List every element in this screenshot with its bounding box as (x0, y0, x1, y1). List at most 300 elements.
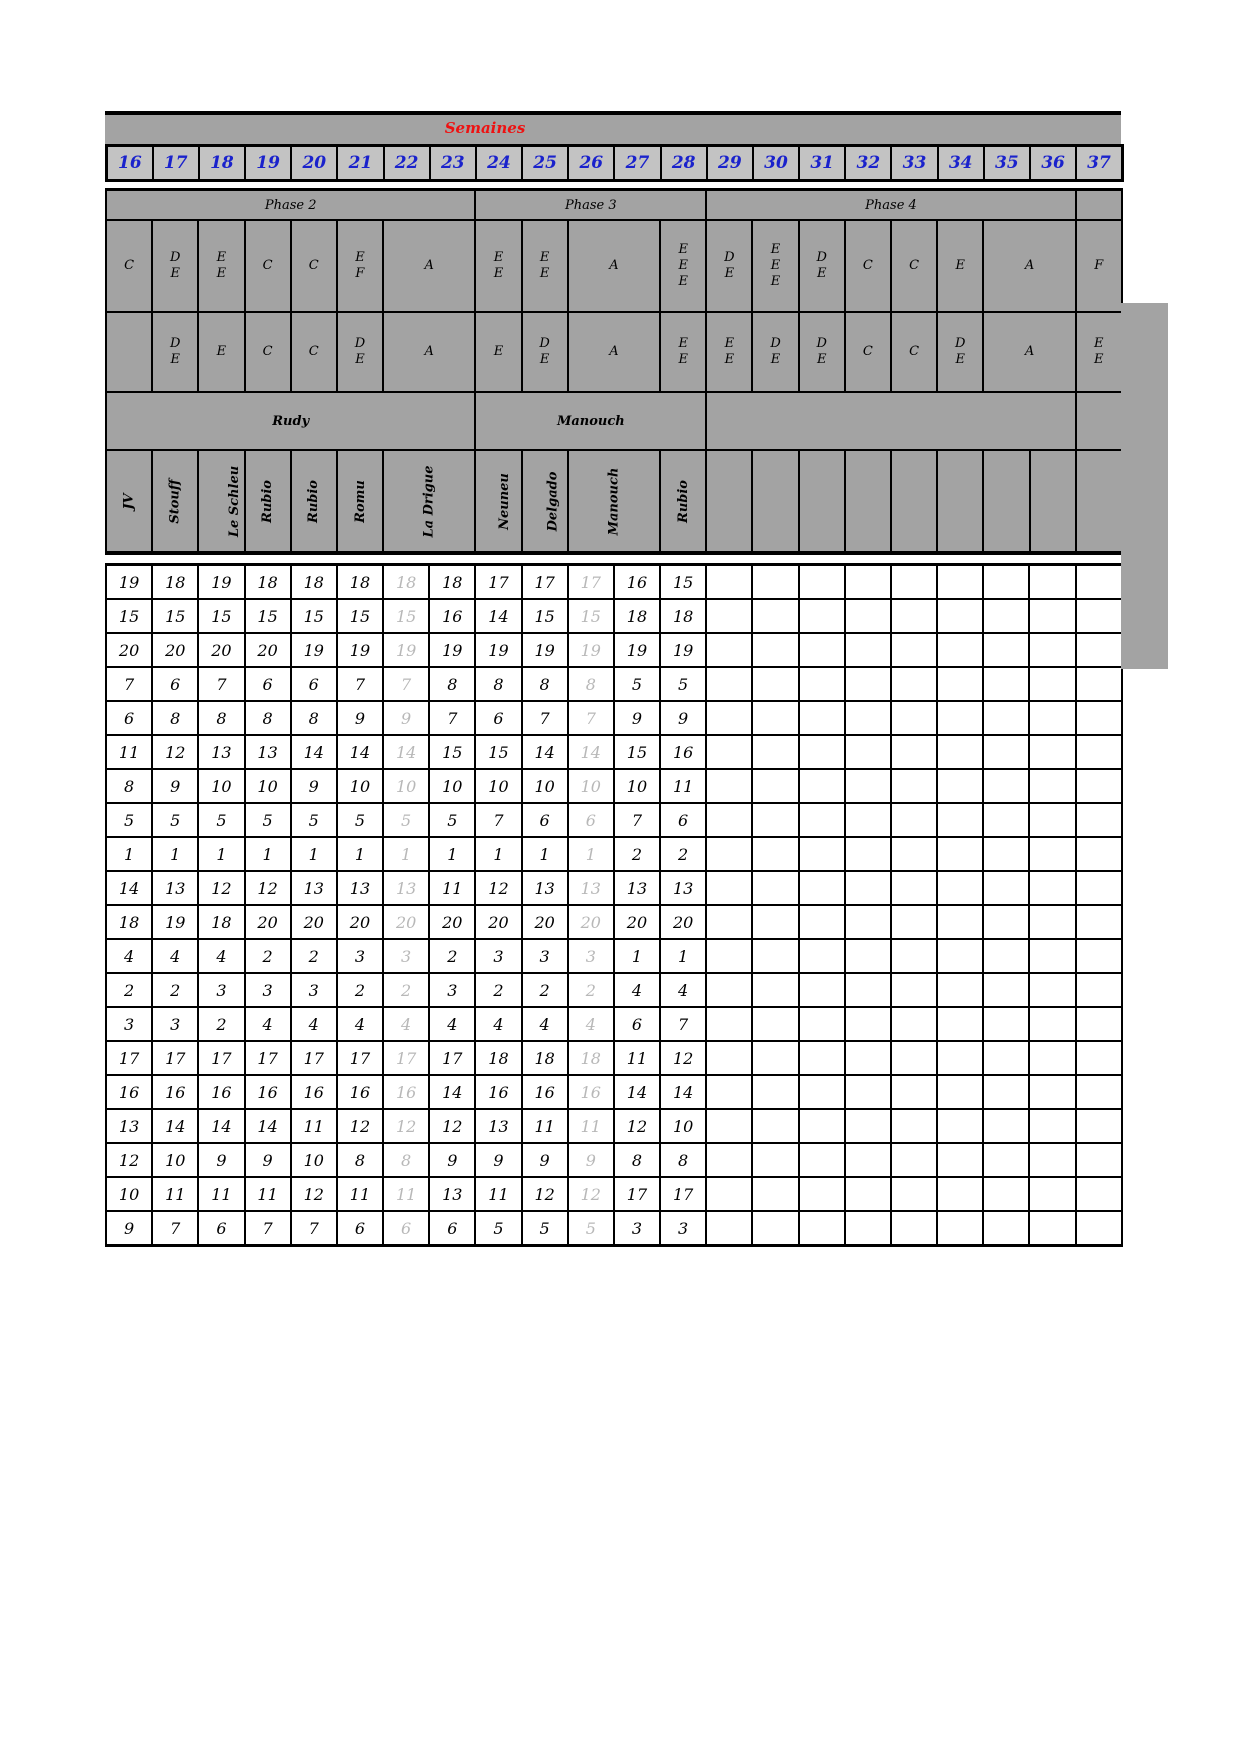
rank-cell (891, 633, 937, 667)
code-cell (1076, 312, 1122, 392)
code-cell (660, 220, 706, 312)
rank-cell (983, 871, 1029, 905)
rank-cell (937, 837, 983, 871)
rank-cell (799, 701, 845, 735)
rank-cell (799, 735, 845, 769)
rank-cell (706, 871, 752, 905)
rank-cell: 13 (522, 871, 568, 905)
rank-cell: 10 (568, 769, 614, 803)
rank-cell: 11 (291, 1109, 337, 1143)
code-cell (891, 220, 937, 312)
rank-cell (706, 1075, 752, 1109)
rank-cell: 10 (291, 1143, 337, 1177)
rank-cell: 17 (614, 1177, 660, 1211)
phase-cell: Phase 3 (475, 190, 706, 221)
rank-cell: 9 (383, 701, 429, 735)
player-cell (752, 450, 798, 553)
week-cell: 33 (891, 146, 937, 181)
rank-cell: 18 (291, 565, 337, 600)
rank-cell (937, 599, 983, 633)
rank-cell: 14 (152, 1109, 198, 1143)
rank-cell: 11 (245, 1177, 291, 1211)
week-cell: 19 (245, 146, 291, 181)
rank-row (106, 599, 1122, 633)
player-cell (983, 450, 1029, 553)
rank-cell: 18 (337, 565, 383, 600)
rank-cell: 10 (614, 769, 660, 803)
rank-cell (706, 1007, 752, 1041)
rank-cell: 10 (106, 1177, 152, 1211)
rank-cell: 18 (429, 565, 475, 600)
rank-cell: 14 (383, 735, 429, 769)
rank-cell: 18 (475, 1041, 521, 1075)
rank-cell (983, 565, 1029, 600)
rank-cell: 7 (245, 1211, 291, 1246)
rank-cell (891, 1211, 937, 1246)
rank-cell: 4 (429, 1007, 475, 1041)
week-cell: 17 (153, 146, 199, 181)
rank-cell: 19 (106, 565, 152, 600)
rank-cell: 5 (475, 1211, 521, 1246)
rank-cell: 7 (291, 1211, 337, 1246)
rank-cell: 16 (522, 1075, 568, 1109)
player-cell (383, 450, 475, 553)
rank-cell: 6 (429, 1211, 475, 1246)
rank-cell (983, 837, 1029, 871)
rank-cell: 16 (660, 735, 706, 769)
ranking-sheet (105, 111, 1121, 1247)
rank-cell: 15 (291, 599, 337, 633)
code-text: D E (354, 336, 366, 367)
rank-cell (845, 633, 891, 667)
rank-cell: 14 (106, 871, 152, 905)
rank-cell (706, 1143, 752, 1177)
player-cell (891, 450, 937, 553)
rank-cell: 1 (475, 837, 521, 871)
rank-cell (845, 735, 891, 769)
rank-cell (752, 701, 798, 735)
rank-cell: 6 (383, 1211, 429, 1246)
rank-cell: 20 (337, 905, 383, 939)
rank-cell (706, 905, 752, 939)
rank-cell (706, 1041, 752, 1075)
rank-cell: 8 (614, 1143, 660, 1177)
rank-cell: 5 (152, 803, 198, 837)
rank-cell (937, 973, 983, 1007)
rank-cell (1076, 1109, 1122, 1143)
week-cell: 29 (707, 146, 753, 181)
rank-cell (845, 1109, 891, 1143)
player-name: JV (121, 492, 137, 510)
rank-cell: 6 (106, 701, 152, 735)
rank-cell: 8 (383, 1143, 429, 1177)
rank-cell: 13 (475, 1109, 521, 1143)
code-cell (752, 220, 798, 312)
rank-cell (1076, 837, 1122, 871)
player-cell (937, 450, 983, 553)
rank-cell: 12 (152, 735, 198, 769)
rank-cell: 7 (614, 803, 660, 837)
rank-row (106, 667, 1122, 701)
week-cell: 34 (938, 146, 984, 181)
rank-cell: 3 (614, 1211, 660, 1246)
rank-cell: 14 (522, 735, 568, 769)
code-cell (937, 312, 983, 392)
rank-cell: 8 (429, 667, 475, 701)
rank-cell (752, 1211, 798, 1246)
rank-cell (1076, 565, 1122, 600)
rank-cell: 13 (106, 1109, 152, 1143)
rank-row (106, 1143, 1122, 1177)
code-text: E E (539, 250, 550, 281)
code-cell (845, 312, 891, 392)
rank-cell: 11 (522, 1109, 568, 1143)
rank-cell (845, 1211, 891, 1246)
rank-cell (1076, 1007, 1122, 1041)
rank-cell (891, 1109, 937, 1143)
rank-cell: 15 (245, 599, 291, 633)
rank-cell: 16 (568, 1075, 614, 1109)
rank-cell: 6 (614, 1007, 660, 1041)
rank-cell (983, 1075, 1029, 1109)
semaines-header-bar (105, 111, 1121, 144)
rank-cell: 17 (245, 1041, 291, 1075)
week-cell: 24 (476, 146, 522, 181)
code-text: F (1094, 258, 1104, 273)
rank-cell: 5 (660, 667, 706, 701)
code-text: D E (724, 250, 735, 281)
rank-cell (706, 769, 752, 803)
rank-cell (799, 599, 845, 633)
rank-cell (891, 939, 937, 973)
rank-cell: 16 (337, 1075, 383, 1109)
rank-cell: 1 (198, 837, 244, 871)
rank-cell (891, 1007, 937, 1041)
rank-cell: 14 (475, 599, 521, 633)
code-text: D E (955, 336, 966, 367)
rank-cell: 19 (337, 633, 383, 667)
code-cell (383, 220, 475, 312)
code-cell (245, 312, 291, 392)
rank-cell: 2 (522, 973, 568, 1007)
rank-cell: 11 (383, 1177, 429, 1211)
rank-cell (845, 837, 891, 871)
player-cell (845, 450, 891, 553)
rank-cell: 12 (198, 871, 244, 905)
rank-cell: 14 (291, 735, 337, 769)
code-text: E F (355, 250, 365, 281)
rank-cell: 8 (291, 701, 337, 735)
rank-cell: 14 (614, 1075, 660, 1109)
rank-cell: 7 (383, 667, 429, 701)
rank-cell: 15 (475, 735, 521, 769)
rank-cell: 19 (152, 905, 198, 939)
rank-cell: 4 (152, 939, 198, 973)
rank-cell: 1 (522, 837, 568, 871)
rank-cell: 2 (106, 973, 152, 1007)
rank-cell: 3 (522, 939, 568, 973)
rank-cell (1076, 905, 1122, 939)
player-cell (475, 450, 521, 553)
player-cell (1076, 450, 1122, 553)
week-cell: 37 (1076, 146, 1122, 181)
rank-cell: 20 (568, 905, 614, 939)
rank-cell: 17 (291, 1041, 337, 1075)
rank-cell: 13 (337, 871, 383, 905)
rank-cell: 20 (152, 633, 198, 667)
rank-cell: 4 (522, 1007, 568, 1041)
rank-cell (937, 565, 983, 600)
rank-cell: 10 (522, 769, 568, 803)
rank-cell: 12 (337, 1109, 383, 1143)
code-cell (475, 220, 521, 312)
rank-cell: 18 (660, 599, 706, 633)
rank-cell (937, 1041, 983, 1075)
rank-cell (937, 1177, 983, 1211)
rank-cell: 13 (660, 871, 706, 905)
rank-cell: 19 (568, 633, 614, 667)
rank-cell: 17 (522, 565, 568, 600)
code-text: E E (678, 336, 688, 367)
rank-cell (706, 633, 752, 667)
code-cell (475, 312, 521, 392)
rank-cell: 7 (152, 1211, 198, 1246)
code-text: D E (170, 250, 181, 281)
rank-cell: 7 (106, 667, 152, 701)
rank-cell: 7 (429, 701, 475, 735)
rank-cell: 17 (337, 1041, 383, 1075)
phase-row (106, 190, 1122, 221)
rank-cell (799, 871, 845, 905)
rank-cell: 12 (475, 871, 521, 905)
code-row-secondary (106, 312, 1122, 392)
rank-cell (845, 1007, 891, 1041)
rank-cell: 17 (198, 1041, 244, 1075)
rank-cell: 16 (614, 565, 660, 600)
rank-cell (845, 939, 891, 973)
weeks-row (107, 146, 1123, 181)
rank-cell: 17 (383, 1041, 429, 1075)
player-name: Romu (352, 479, 368, 523)
rank-cell: 1 (429, 837, 475, 871)
code-cell (198, 220, 244, 312)
rank-cell (752, 633, 798, 667)
code-text: E (216, 344, 227, 359)
player-cell (106, 450, 152, 553)
rank-cell: 7 (337, 667, 383, 701)
rank-cell: 14 (198, 1109, 244, 1143)
rank-cell: 10 (383, 769, 429, 803)
rank-cell: 9 (660, 701, 706, 735)
rank-cell (706, 803, 752, 837)
rank-cell: 11 (429, 871, 475, 905)
rank-cell: 1 (152, 837, 198, 871)
rank-cell (752, 1109, 798, 1143)
rank-cell (1029, 565, 1075, 600)
rank-cell: 14 (660, 1075, 706, 1109)
rank-cell (937, 871, 983, 905)
rank-cell: 15 (152, 599, 198, 633)
rank-cell: 15 (337, 599, 383, 633)
rank-cell (752, 565, 798, 600)
rank-cell (1076, 769, 1122, 803)
rank-row (106, 1007, 1122, 1041)
rank-cell (983, 599, 1029, 633)
rank-cell (845, 1143, 891, 1177)
rank-cell: 9 (152, 769, 198, 803)
code-text: C (909, 258, 920, 273)
rank-row (106, 769, 1122, 803)
rank-cell: 7 (198, 667, 244, 701)
code-text: C (262, 344, 273, 359)
rank-cell: 4 (660, 973, 706, 1007)
rank-cell (1076, 871, 1122, 905)
code-cell (937, 220, 983, 312)
week-cell: 26 (568, 146, 614, 181)
rank-cell: 18 (245, 565, 291, 600)
rank-cell (706, 667, 752, 701)
rank-cell: 20 (106, 633, 152, 667)
player-cell (245, 450, 291, 553)
code-text: C (909, 344, 920, 359)
rank-cell (891, 1177, 937, 1211)
week-cell: 22 (384, 146, 430, 181)
rank-cell: 4 (291, 1007, 337, 1041)
rank-cell (983, 633, 1029, 667)
week-cell: 21 (337, 146, 383, 181)
rank-cell: 12 (245, 871, 291, 905)
week-cell: 30 (753, 146, 799, 181)
rank-cell (891, 905, 937, 939)
rank-cell (845, 667, 891, 701)
rank-cell: 11 (568, 1109, 614, 1143)
rank-cell: 9 (337, 701, 383, 735)
rank-cell (891, 1075, 937, 1109)
rank-cell: 1 (337, 837, 383, 871)
rank-cell: 10 (660, 1109, 706, 1143)
code-text: E E E (770, 242, 781, 289)
rank-cell (1029, 905, 1075, 939)
rank-cell: 17 (475, 565, 521, 600)
rank-cell (706, 599, 752, 633)
code-row-primary (106, 220, 1122, 312)
rank-cell (983, 803, 1029, 837)
rank-cell: 5 (245, 803, 291, 837)
rank-cell (845, 599, 891, 633)
rank-cell: 2 (337, 973, 383, 1007)
rank-cell: 8 (660, 1143, 706, 1177)
rank-row (106, 633, 1122, 667)
rank-cell: 13 (291, 871, 337, 905)
rank-cell (983, 701, 1029, 735)
code-cell (706, 220, 752, 312)
rank-cell: 5 (429, 803, 475, 837)
rank-cell: 13 (429, 1177, 475, 1211)
rank-cell (1029, 633, 1075, 667)
rank-cell: 20 (245, 633, 291, 667)
code-cell (799, 220, 845, 312)
code-cell (337, 220, 383, 312)
rank-cell: 9 (475, 1143, 521, 1177)
rank-cell (1076, 633, 1122, 667)
rank-cell: 12 (291, 1177, 337, 1211)
rank-row (106, 837, 1122, 871)
rank-cell: 12 (660, 1041, 706, 1075)
rank-cell (937, 803, 983, 837)
rank-cell: 5 (568, 1211, 614, 1246)
rank-cell: 11 (614, 1041, 660, 1075)
code-cell (706, 312, 752, 392)
rank-cell (1029, 701, 1075, 735)
rank-cell (891, 701, 937, 735)
code-cell (1076, 220, 1122, 312)
phase-and-lineup-table (105, 188, 1123, 555)
rank-cell (1076, 701, 1122, 735)
code-text: E (955, 258, 965, 273)
player-cell (152, 450, 198, 553)
rank-cell: 13 (614, 871, 660, 905)
rank-cell: 13 (152, 871, 198, 905)
rank-cell: 4 (245, 1007, 291, 1041)
rank-cell: 8 (568, 667, 614, 701)
rank-cell: 5 (291, 803, 337, 837)
player-cell (568, 450, 660, 553)
rank-cell: 6 (660, 803, 706, 837)
code-cell (891, 312, 937, 392)
rank-cell (937, 1109, 983, 1143)
rank-cell (1029, 1177, 1075, 1211)
rank-cell: 20 (522, 905, 568, 939)
rank-cell (983, 1041, 1029, 1075)
code-text: A (609, 344, 619, 359)
rank-cell (1076, 1143, 1122, 1177)
rank-cell: 14 (568, 735, 614, 769)
rank-cell (799, 565, 845, 600)
rank-cell: 15 (198, 599, 244, 633)
rank-cell (1076, 735, 1122, 769)
code-text: C (308, 344, 319, 359)
week-cell: 32 (845, 146, 891, 181)
rank-cell (799, 1007, 845, 1041)
rank-cell: 8 (106, 769, 152, 803)
rank-cell: 10 (152, 1143, 198, 1177)
rank-cell (891, 599, 937, 633)
code-cell (106, 312, 152, 392)
code-text: D E (770, 336, 781, 367)
rank-cell (937, 735, 983, 769)
rank-cell (845, 565, 891, 600)
rank-cell (706, 701, 752, 735)
rank-row (106, 939, 1122, 973)
manager-cell: Rudy (106, 392, 475, 450)
week-cell: 27 (614, 146, 660, 181)
rank-cell (1076, 973, 1122, 1007)
rank-cell (752, 1041, 798, 1075)
week-cell: 16 (107, 146, 153, 181)
code-cell (568, 312, 660, 392)
rank-cell (752, 803, 798, 837)
rank-cell (983, 939, 1029, 973)
rank-cell: 5 (337, 803, 383, 837)
rank-cell: 19 (383, 633, 429, 667)
code-text: D E (539, 336, 550, 367)
player-cell (198, 450, 244, 553)
rank-cell: 17 (429, 1041, 475, 1075)
code-cell (983, 312, 1075, 392)
rank-cell (1029, 1075, 1075, 1109)
rank-cell: 6 (152, 667, 198, 701)
rank-cell: 17 (660, 1177, 706, 1211)
